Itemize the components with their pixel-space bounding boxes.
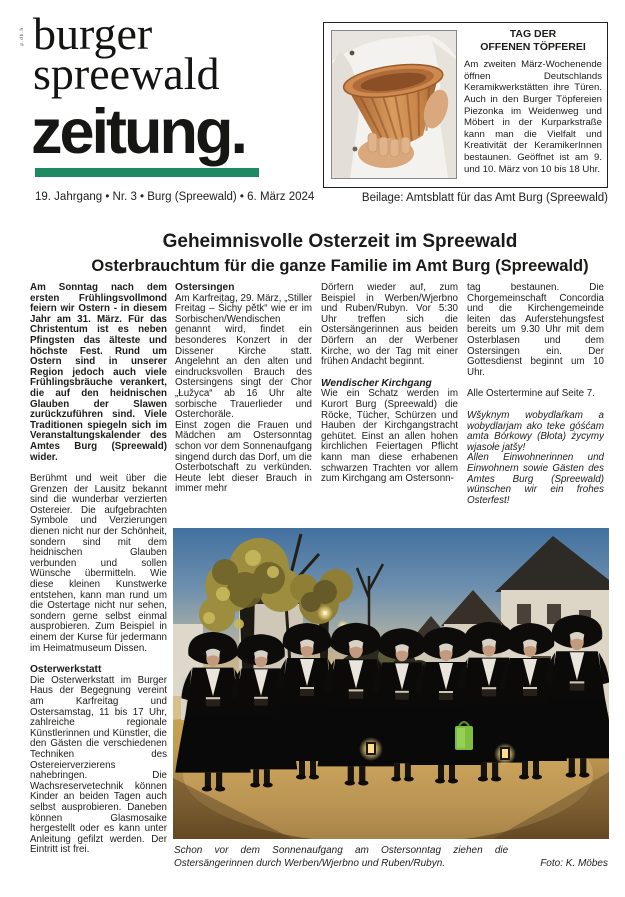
- paragraph: Die Osterwerkstatt im Burger Haus der Begegnung vereint am Karfreitag und Ostersamstag, 11 bis 17 Uhr, zahlreiche regionale Künstlerinnen und Künstler, die den Gästen die verschiedenen Techniken des Ostereierverzierens nahebringen. Die Wachsreservetechnik können Kinder an beiden Tagen auch selbst ausprobieren. Daneben können Glasmosaike hergestellt oder es kann unter Anleitung gefilzt werden. Der Eintritt ist frei.: [30, 674, 167, 856]
- masthead-title-serif: [33, 8, 220, 99]
- paragraph-sorbian-greeting: Wšyknym wobydlaŕkam a wobydlarjam ako teke góśćam amta Bórkowy (Błota) życymy wjasołe jatšy!: [467, 409, 604, 453]
- section-heading-osterwerkstatt: Osterwerkstatt: [30, 664, 102, 676]
- article-subheadline: Osterbrauchtum für die ganze Familie im Amt Burg (Spreewald): [91, 257, 589, 275]
- paragraph-german-greeting: Allen Einwohnerinnen und Einwohnern sowie Gästen des Amtes Burg (Spreewald) wünschen wir ein frohes Osterfest!: [467, 452, 604, 506]
- paragraph: Am Karfreitag, 29. März, „Stiller Freitag – Śichy pětk“ wie er im Sorbischen/Wendischen genannt wird, findet ein besonderes Konzert in der Dissener Kirche statt. Angelehnt an den alten und eindrucksvollen Brauch des Ostersingens singt der Chor „Łužyca“ ab 16 Uhr alte sorbische Trauerlieder und Osterchoräle.: [175, 292, 312, 421]
- paragraph: Berühmt und weit über die Grenzen der Lausitz bekannt sind die wunderbar verzierten Ostereier. Die aufgebrachten Symbole und Verzierungen dienen nicht nur der Schönheit, sondern sind mit dem heidnischen Glauben verbunden und sollen Wünsche übermitteln. Wie diese kleinen Kunstwerke entstehen, kann man rund um die Ostertage nicht nur sehen, sondern gerne selbst einmal ausprobieren. Zum Beispiel in einem der Kurse für jedermann im Heimatmuseum Dissen.: [30, 473, 167, 654]
- section-heading-ostersingen: Ostersingen: [175, 283, 235, 293]
- article-column-1: [30, 283, 167, 883]
- section-heading-wendischer-kirchgang: Wendischer Kirchgang: [321, 377, 432, 389]
- article-headline: Geheimnisvolle Osterzeit im Spreewald: [162, 231, 518, 252]
- paragraph: Einst zogen die Frauen und Mädchen am Ostersonntag schon vor dem Sonnenaufgang singend durch das Dorf, um die Osterbotschaft zu verkünden. Heute lebt dieser Brauch in immer mehr: [175, 419, 312, 495]
- masthead-accent-bar: [35, 168, 259, 177]
- masthead-line2: spreewald: [33, 48, 220, 99]
- paragraph: Dörfern wieder auf, zum Beispiel in Werben/Wjerbno und Ruben/Rubyn. Vor 5:30 Uhr treffen sich die Ostersängerinnen aus beiden Dörfern an der Werbener Kirche, wo der Tag mit einer frühen Andacht beginnt.: [321, 283, 458, 368]
- dateline: 19. Jahrgang • Nr. 3 • Burg (Spreewald) • 6. März 2024: [35, 191, 315, 203]
- article-column-4: [467, 283, 604, 526]
- infobox-text: [464, 28, 602, 175]
- supplement-note: Beilage: Amtsblatt für das Amt Burg (Spreewald): [361, 192, 608, 204]
- masthead-line3: zeitung.: [31, 97, 245, 167]
- easter-singers-illustration: [173, 528, 609, 839]
- infobox-title-line1: TAG DER: [509, 28, 557, 40]
- paragraph-ostertermine: Alle Ostertermine auf Seite 7.: [467, 388, 595, 400]
- paragraph: Wie ein Schatz werden im Kurort Burg (Spreewald) die Röcke, Tücher, Schürzen und Hauben der Kirchgangstracht gehütet. Einst an allen hohen kirchlichen Feiertagen Pflicht kann man diese erhabenen schwarzen Trachten vor allem zum Kirchgang am Ostersonn-: [321, 388, 458, 485]
- paragraph: tag bestaunen. Die Chorgemeinschaft Concordia und die Kirchengemeinde leiten das Auferstehungsfest bereits um 9.30 Uhr mit dem Osterblasen und dem Ostersingen ein. Der Gottesdienst beginnt um 10 Uhr.: [467, 283, 604, 378]
- article-column-2: [175, 283, 312, 526]
- infobox-body: Am zweiten März-Wochenende öffnen Deutschlands Keramikwerkstätten ihre Türen. Auch in den Burger Töpfereien Piezonka im Weidenweg und Möbert in der Kurparkstraße kann man die Vielfalt und Kreativität der KeramikerInnen bestaunen. Geöffnet ist am 9. und 10. März von 10 bis 18 Uhr.: [464, 59, 602, 175]
- photo-caption: [174, 845, 608, 870]
- pottery-photo: [331, 30, 457, 179]
- lead-paragraph: Am Sonntag nach dem ersten Frühlingsvollmond feiern wir Ostern - in diesem Jahr am 31. März. Für das Christentum ist es neben Pfingsten das älteste und höchste Fest. Rund um Ostern sind in unserer Region jedoch auch viele Frühlingsbräuche verankert, die auf den heidnischen Glauben der Slawen zurückzuführen sind. Viele Traditionen spiegeln sich im Veranstaltungskalender des Amtes Burg (Spreewald) wider.: [30, 283, 167, 463]
- photo-caption-text: Schon vor dem Sonnenaufgang am Ostersonntag ziehen die Ostersängerinnen durch Werben/Wjerbno und Ruben/Rubyn.: [174, 845, 509, 869]
- pottery-infobox: [323, 22, 608, 188]
- infobox-title-line2: OFFENEN TÖPFEREI: [480, 41, 586, 54]
- article-column-3: [321, 283, 458, 526]
- photo-credit: Foto: K. Möbes: [540, 857, 608, 869]
- pottery-photo-illustration: [332, 31, 456, 178]
- print-mark: p.db.h: [19, 27, 24, 46]
- infobox-title: [464, 28, 602, 54]
- easter-singers-photo: [173, 528, 609, 839]
- masthead-line1: burger: [33, 8, 153, 59]
